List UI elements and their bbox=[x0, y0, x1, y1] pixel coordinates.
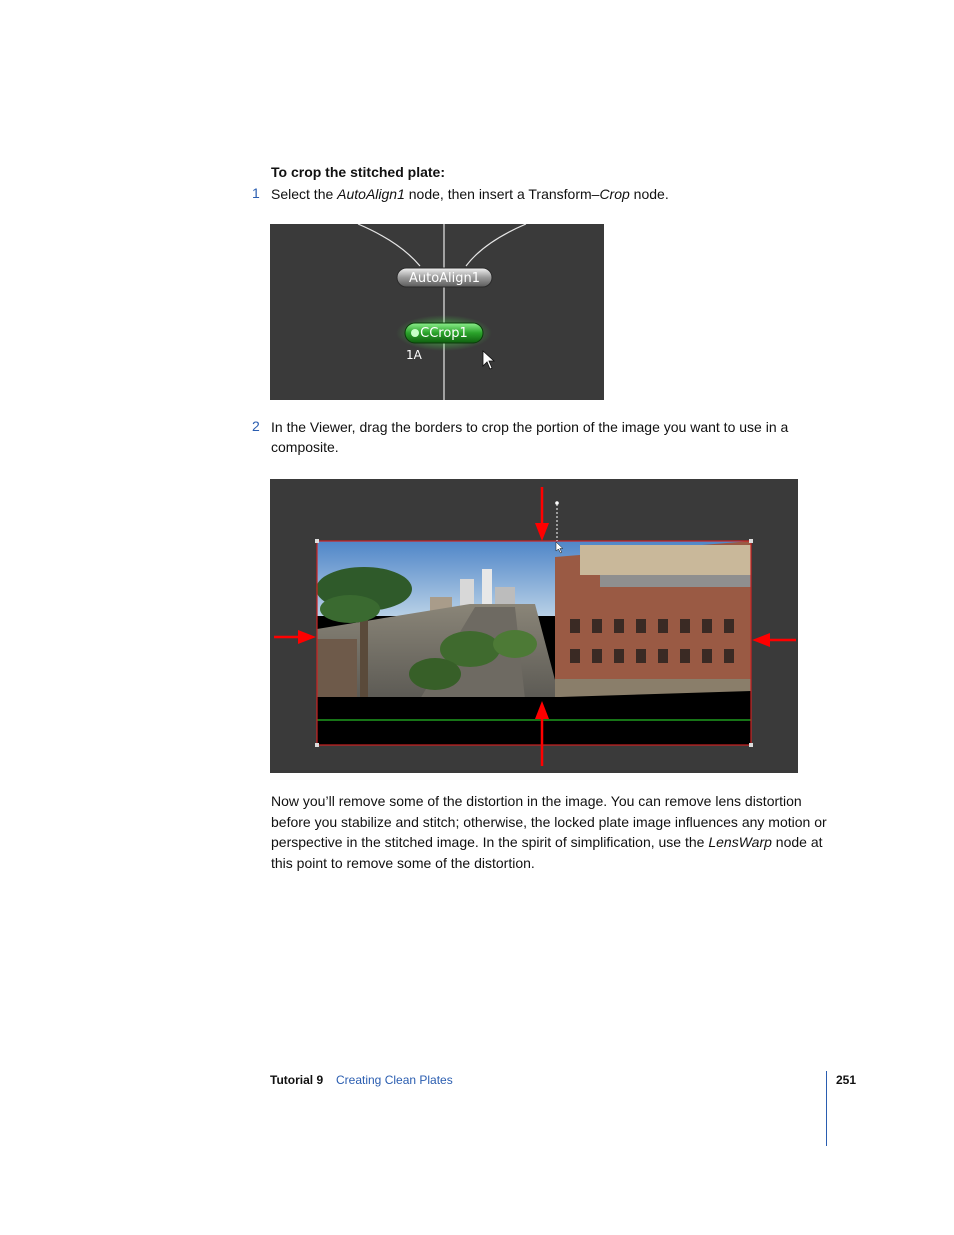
node-autoalign1-label: AutoAlign1 bbox=[408, 271, 481, 286]
step-1-text-b: node, then insert a Transform– bbox=[404, 186, 600, 202]
step-2-number: 2 bbox=[252, 418, 260, 434]
viewer-screenshot bbox=[270, 479, 798, 773]
node-graph-canvas bbox=[270, 224, 604, 400]
step-1-text bbox=[271, 184, 669, 204]
node-autoalign1[interactable] bbox=[397, 268, 492, 287]
step-1-text-c: node. bbox=[629, 186, 669, 202]
page-number: 251 bbox=[836, 1073, 857, 1087]
step-2-text: In the Viewer, drag the borders to crop the portion of the image you want to use in a composite. bbox=[271, 419, 789, 455]
node-ccrop1-label: CCrop1 bbox=[420, 326, 468, 341]
step-1-crop-name: Crop bbox=[599, 186, 630, 202]
footer-divider bbox=[826, 1071, 827, 1146]
procedure-heading: To crop the stitched plate: bbox=[271, 164, 445, 180]
footer-chapter-title[interactable]: Creating Clean Plates bbox=[336, 1073, 453, 1087]
lenswarp-node-name: LensWarp bbox=[708, 834, 772, 850]
body-paragraph bbox=[271, 791, 831, 873]
viewer-canvas bbox=[270, 479, 798, 773]
node-viewer-badge: 1A bbox=[406, 348, 422, 362]
drag-guide-dot bbox=[555, 501, 559, 505]
step-1-node-name: AutoAlign1 bbox=[337, 186, 405, 202]
stitched-plate-image bbox=[316, 541, 751, 745]
footer-chapter: Tutorial 9 bbox=[270, 1073, 324, 1087]
node-graph-screenshot bbox=[270, 224, 604, 400]
node-ccrop1[interactable] bbox=[396, 315, 492, 351]
node-status-dot-icon bbox=[411, 329, 419, 337]
body-paragraph-text-b: node at this point to remove some of the distortion. bbox=[271, 834, 823, 871]
step-1-number: 1 bbox=[252, 185, 260, 201]
step-1-text-a: Select the bbox=[271, 186, 338, 202]
body-paragraph-text-a: Now you’ll remove some of the distortion in the image. You can remove lens distortion before you stabilize and stitch; otherwise, the locked plate image influences any motion or perspective in the stitched image. In the spirit of simplification, use the bbox=[271, 793, 827, 850]
